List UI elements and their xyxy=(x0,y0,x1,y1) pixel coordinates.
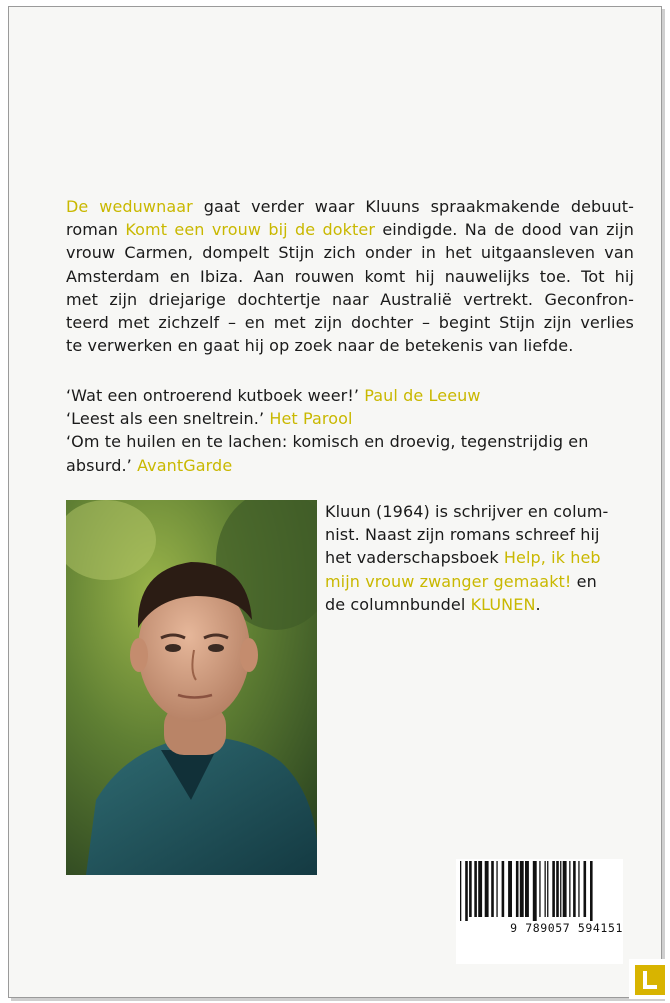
text-segment: eindigde. Na de dood van zijn xyxy=(375,220,635,240)
barcode-bar xyxy=(478,861,482,917)
highlighted-title: mijn vrouw zwanger gemaakt! xyxy=(325,571,572,591)
barcode-bar xyxy=(584,861,587,917)
text-segment: ‘Wat een ontroerend kutboek weer!’ xyxy=(66,386,365,405)
quote-line xyxy=(66,384,634,407)
barcode-bar xyxy=(474,861,477,917)
blurb-line xyxy=(66,241,634,264)
press-quotes xyxy=(66,384,634,477)
bio-line xyxy=(325,546,601,569)
quote-line xyxy=(66,430,634,453)
text-segment: de columnbundel xyxy=(325,594,471,614)
highlighted-title: AvantGarde xyxy=(137,455,233,475)
publisher-logo-icon xyxy=(629,959,669,999)
barcode-bar xyxy=(465,861,468,921)
text-segment: gaat verder waar Kluuns spraakmakende debuut- xyxy=(192,197,635,216)
quote-line xyxy=(66,454,634,477)
blurb-line xyxy=(66,288,634,311)
barcode-bar xyxy=(516,861,519,917)
text-segment: te verwerken en gaat hij op zoek naar de betekenis van liefde. xyxy=(66,336,574,356)
highlighted-title: Het Parool xyxy=(269,409,353,429)
barcode-bar xyxy=(496,861,497,917)
barcode-bar xyxy=(547,861,548,917)
barcode-bar xyxy=(590,861,593,921)
quote-line xyxy=(66,407,634,430)
bio-line xyxy=(325,523,600,546)
highlighted-title: KLUNEN xyxy=(470,594,536,614)
author-bio xyxy=(325,500,609,616)
barcode-bar xyxy=(485,861,489,917)
barcode-bar xyxy=(573,861,576,917)
author-photo xyxy=(66,500,317,875)
barcode-bar xyxy=(525,861,529,917)
barcode-bar xyxy=(469,861,472,917)
barcode-bar xyxy=(539,861,540,917)
text-segment: nist. Naast zijn romans schreef hij xyxy=(325,525,600,545)
blurb-line xyxy=(66,195,634,218)
highlighted-title: Help, ik heb xyxy=(503,548,601,568)
text-segment: roman xyxy=(66,220,126,240)
blurb-line xyxy=(66,311,634,334)
barcode-bar xyxy=(578,861,579,917)
barcode-bar xyxy=(491,861,494,917)
barcode-bar xyxy=(560,861,561,917)
text-segment: ‘Leest als een sneltrein.’ xyxy=(66,409,270,429)
blurb xyxy=(66,195,634,357)
bio-line xyxy=(325,593,585,616)
barcode-bar xyxy=(508,861,512,917)
barcode-bar xyxy=(552,861,555,917)
back-cover xyxy=(8,6,662,998)
barcode-bar xyxy=(460,861,461,921)
blurb-line xyxy=(66,218,634,241)
barcode-bar xyxy=(533,861,537,921)
barcode xyxy=(456,859,623,964)
blurb-line xyxy=(66,334,634,357)
text-segment: ‘Om te huilen en te lachen: komisch en droevig, tegenstrijdig en xyxy=(66,432,589,452)
text-segment: Amsterdam en Ibiza. Aan rouwen komt hij nauwelijks toe. Tot hij xyxy=(66,266,634,286)
highlighted-title: Komt een vrouw bij de dokter xyxy=(125,220,376,240)
text-segment: vrouw Carmen, dompelt Stijn zich onder in het uitgaansleven van xyxy=(66,243,634,263)
text-segment: en xyxy=(571,571,597,591)
bio-line xyxy=(325,500,609,523)
barcode-bar xyxy=(569,861,570,917)
text-segment: absurd.’ xyxy=(66,455,138,475)
barcode-bar xyxy=(502,861,505,917)
publisher-logo xyxy=(629,959,669,999)
blurb-line xyxy=(66,265,634,288)
bio-line xyxy=(325,570,597,593)
text-segment: met zijn driejarige dochtertje naar Australië vertrekt. Geconfron- xyxy=(66,289,634,309)
barcode-bar xyxy=(545,861,546,917)
author-portrait-icon xyxy=(66,500,317,875)
barcode-bar xyxy=(520,861,524,917)
barcode-bar xyxy=(563,861,567,917)
highlighted-title: Paul de Leeuw xyxy=(364,386,481,405)
barcode-bar xyxy=(556,861,559,917)
barcode-icon xyxy=(456,859,623,964)
text-segment: teerd met zichzelf – en met zijn dochter – begint Stijn zijn verlies xyxy=(66,313,634,333)
highlighted-title: De weduwnaar xyxy=(66,197,193,216)
isbn-number: 9 789057 594151 xyxy=(510,921,623,935)
text-segment: Kluun (1964) is schrijver en colum- xyxy=(325,502,609,521)
text-segment: . xyxy=(535,594,541,614)
text-segment: het vaderschapsboek xyxy=(325,548,504,568)
